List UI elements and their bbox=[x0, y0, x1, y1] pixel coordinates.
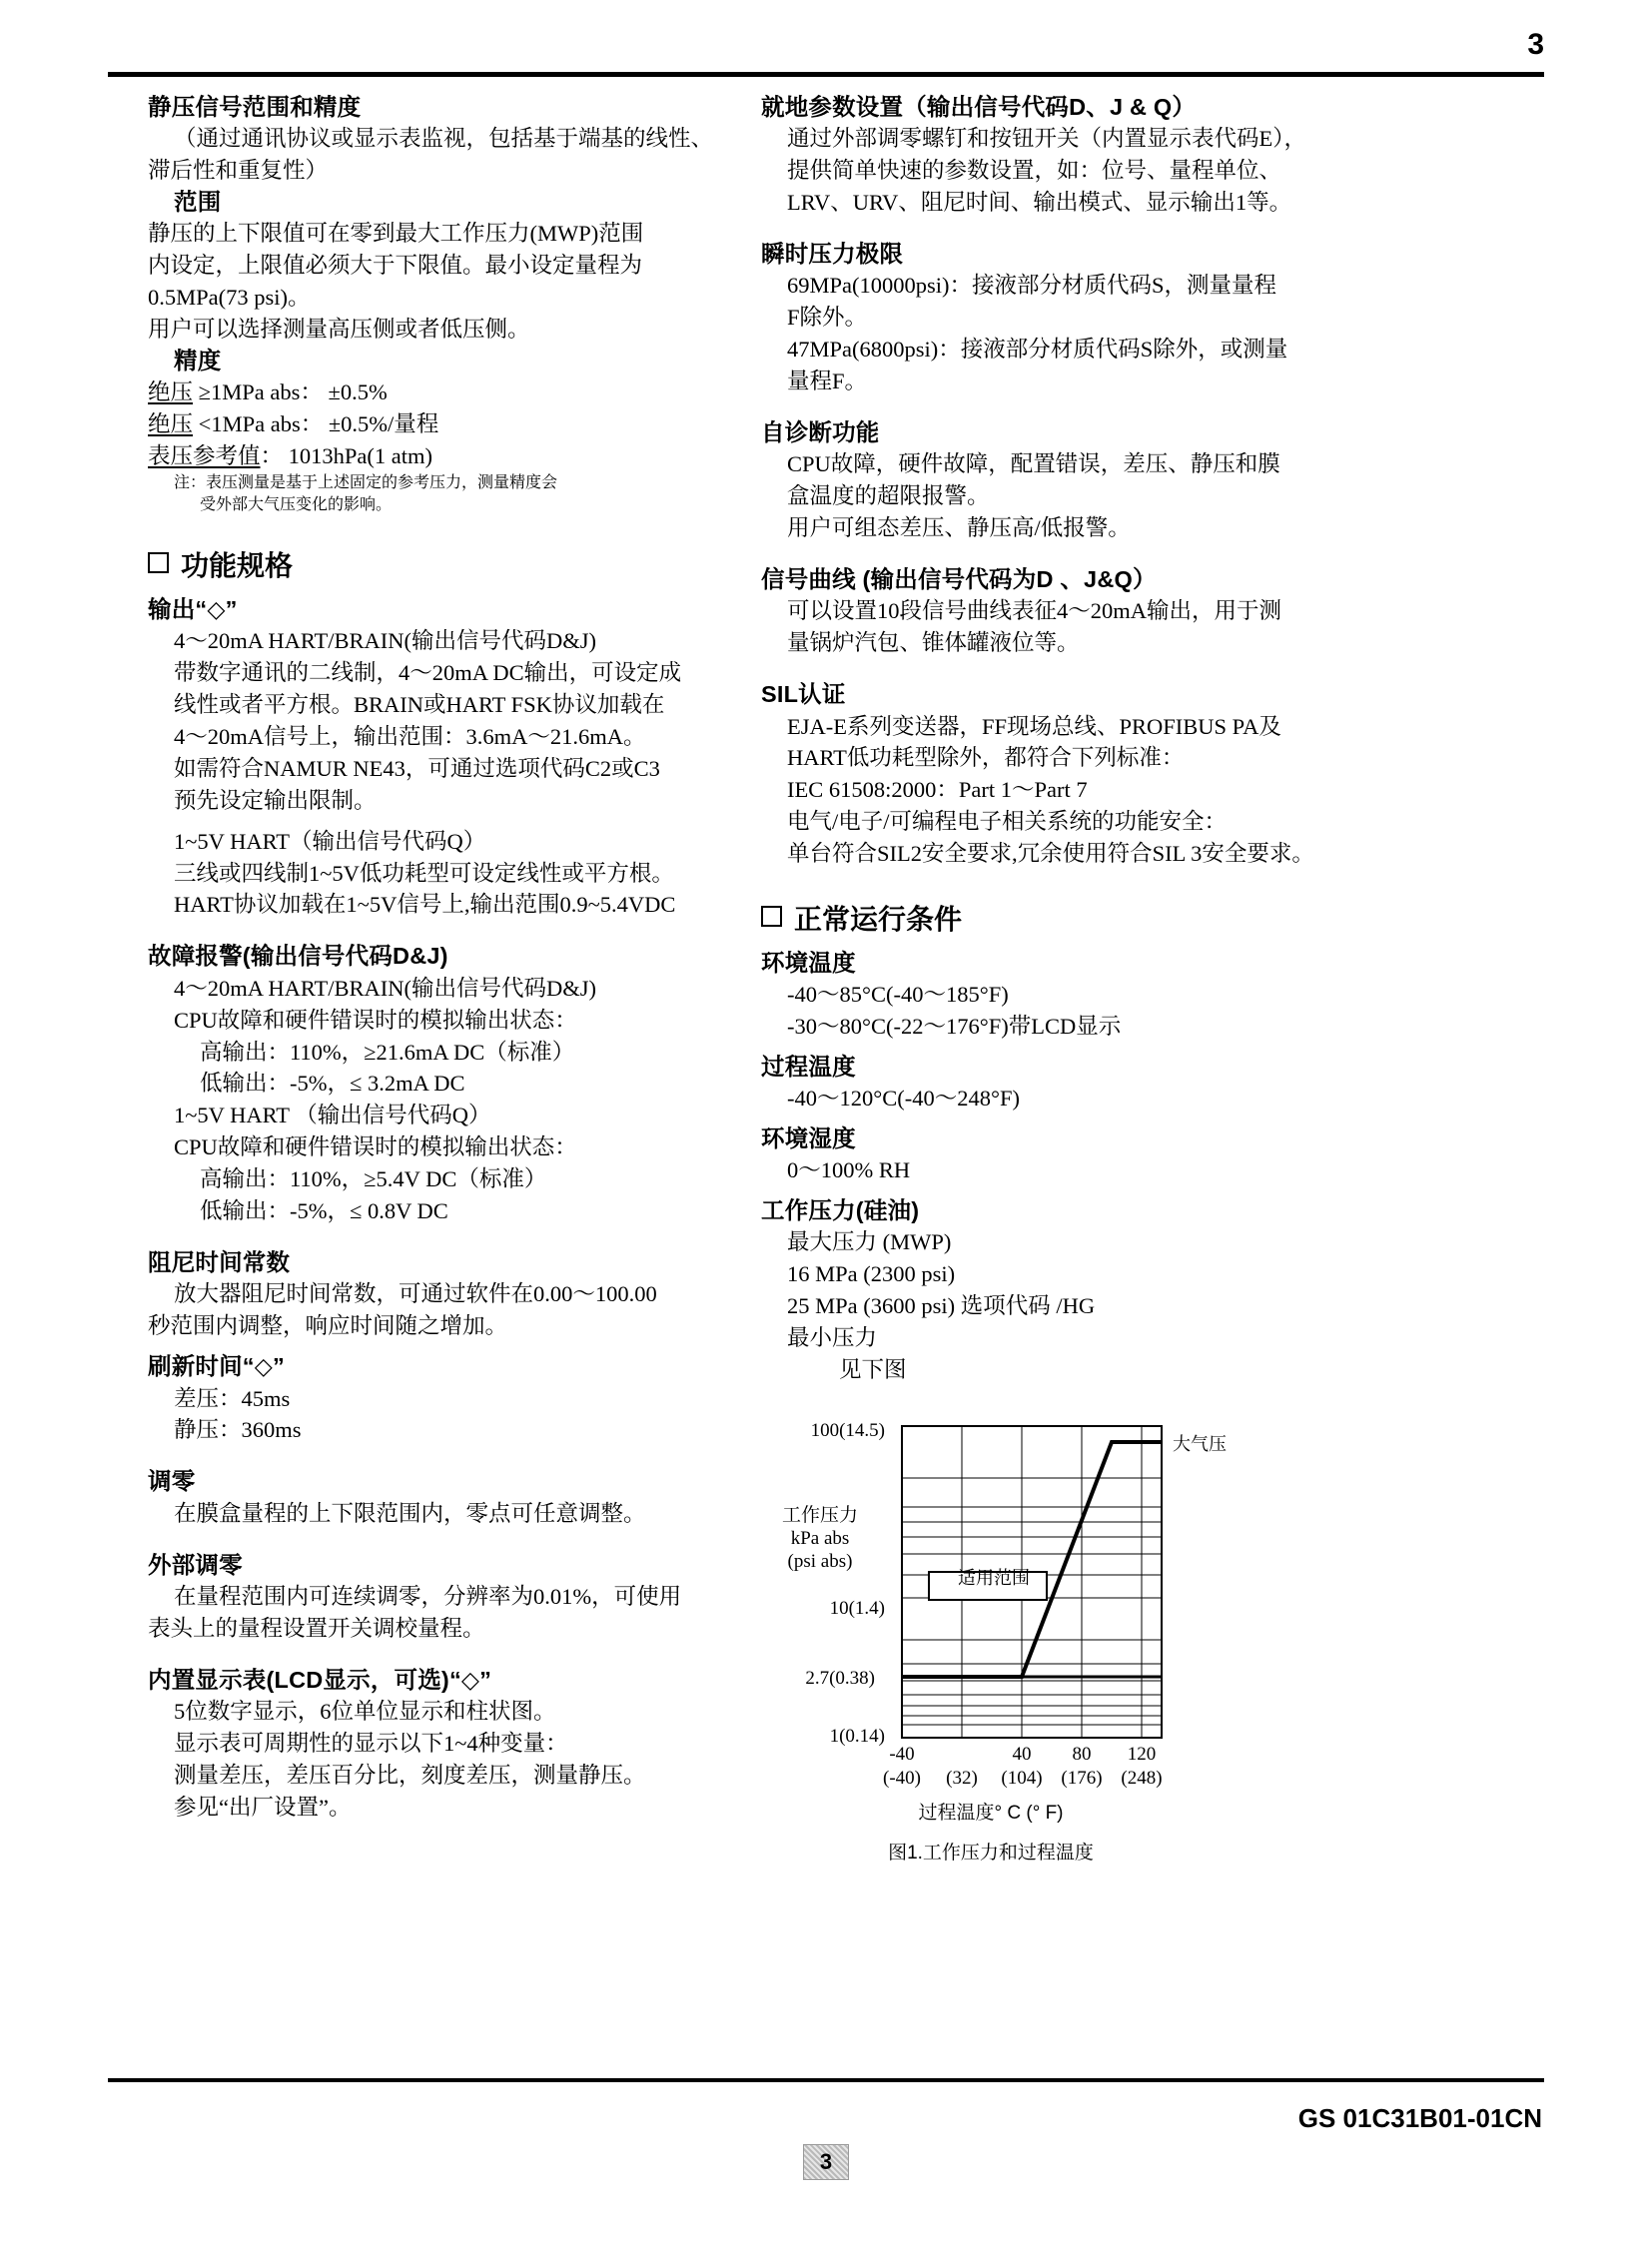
local-param-line1: 通过外部调零螺钉和按钮开关（内置显示表代码E）， bbox=[787, 126, 1306, 152]
two-column-body bbox=[0, 92, 1652, 1865]
damping-line1: 放大器阻尼时间常数，可通过软件在0.00～100.00 bbox=[174, 1281, 657, 1307]
signal-curve-line1: 可以设置10段信号曲线表征4～20mA输出，用于测 bbox=[787, 598, 1282, 624]
chart-xtick-f-2: (104) bbox=[1001, 1768, 1043, 1790]
sil-line1: EJA-E系列变送器，FF现场总线、PROFIBUS PA及 bbox=[787, 713, 1281, 739]
chart-ytick-label-10: 10(1.4) bbox=[829, 1598, 885, 1620]
square-bullet-icon-2 bbox=[761, 906, 782, 927]
fault-sub1-high: 高输出：110%，≥21.6mA DC（标准） bbox=[200, 1039, 575, 1065]
chart-xtick-f-1: (32) bbox=[946, 1768, 978, 1790]
output-sub1-line3: 4～20mA信号上，输出范围：3.6mA～21.6mA。 bbox=[174, 723, 646, 749]
page-number-badge: 3 bbox=[803, 2144, 849, 2180]
output-sub1-title: 4～20mA HART/BRAIN(输出信号代码D&J) bbox=[174, 627, 597, 653]
chart-ytick-label-2.7: 2.7(0.38) bbox=[805, 1668, 875, 1690]
lcd-line2: 显示表可周期性的显示以下1~4种变量： bbox=[174, 1730, 568, 1756]
working-pressure-line4: 最小压力 bbox=[787, 1325, 878, 1351]
chart-y-axis-title-line1: 工作压力 bbox=[781, 1505, 858, 1527]
accuracy-line2-label: 绝压 bbox=[148, 411, 194, 437]
external-zero-line2: 表头上的量程设置开关调校量程。 bbox=[148, 1615, 485, 1641]
section-lcd-title: 内置显示表(LCD显示，可选)“◇” bbox=[148, 1666, 492, 1693]
section-damping-title: 阻尼时间常数 bbox=[148, 1249, 291, 1276]
left-column bbox=[0, 92, 726, 1824]
fault-sub1-low: 低输出：-5%，≤ 3.2mA DC bbox=[200, 1071, 465, 1097]
heading-function-spec-label: 功能规格 bbox=[181, 550, 294, 582]
working-pressure-line3: 25 MPa (3600 psi) 选项代码 /HG bbox=[787, 1293, 1096, 1319]
output-sub2-line1: 三线或四线制1~5V低功耗型可设定线性或平方根。 bbox=[174, 860, 674, 886]
external-zero-line1: 在量程范围内可连续调零，分辨率为0.01%，可使用 bbox=[174, 1583, 682, 1609]
section-local-param-title: 就地参数设置（输出信号代码D、J & Q） bbox=[761, 94, 1197, 120]
lcd-line1: 5位数字显示，6位单位显示和柱状图。 bbox=[174, 1698, 556, 1724]
local-param-line2: 提供简单快速的参数设置，如：位号、量程单位、 bbox=[787, 158, 1282, 184]
page-number-top: 3 bbox=[1527, 28, 1544, 61]
subheading-range: 范围 bbox=[174, 189, 222, 216]
chart-annotation-atmosphere: 大气压 bbox=[1173, 1434, 1227, 1455]
self-diag-line3: 用户可组态差压、静压高/低报警。 bbox=[787, 515, 1131, 541]
transient-line2: F除外。 bbox=[787, 305, 868, 331]
chart-annotation-applicable-range: 适用范围 bbox=[958, 1568, 1030, 1589]
chart-xtick-c-0: -40 bbox=[889, 1744, 915, 1766]
working-pressure-line5: 见下图 bbox=[839, 1357, 907, 1383]
chart-xtick-f-3: (176) bbox=[1061, 1768, 1103, 1790]
accuracy-line1-label: 绝压 bbox=[148, 379, 194, 405]
chart-ytick-label-1: 1(0.14) bbox=[829, 1726, 885, 1748]
section-static-pressure-title: 静压信号范围和精度 bbox=[148, 94, 362, 120]
accuracy-line1 bbox=[148, 376, 716, 408]
section-zero-adjust-title: 调零 bbox=[148, 1468, 196, 1495]
chart-xtick-c-2: 40 bbox=[1012, 1744, 1032, 1766]
lcd-line4: 参见“出厂设置”。 bbox=[174, 1794, 352, 1820]
fault-sub2-high: 高输出：110%，≥5.4V DC（标准） bbox=[200, 1166, 547, 1192]
accuracy-line3-label: 表压参考值 bbox=[148, 443, 261, 469]
transient-line4: 量程F。 bbox=[787, 369, 868, 394]
zero-adjust-line1: 在膜盒量程的上下限范围内，零点可任意调整。 bbox=[174, 1500, 646, 1526]
section-ambient-temp-title: 环境温度 bbox=[761, 949, 856, 976]
self-diag-line2: 盒温度的超限报警。 bbox=[787, 483, 990, 509]
process-temp-line1: -40～120°C(-40～248°F) bbox=[787, 1085, 1020, 1111]
header-rule bbox=[108, 72, 1544, 77]
damping-line2: 秒范围内调整，响应时间随之增加。 bbox=[148, 1313, 508, 1339]
section-process-temp-title: 过程温度 bbox=[761, 1053, 856, 1080]
right-column bbox=[726, 92, 1452, 1865]
lcd-line3: 测量差压，差压百分比，刻度差压，测量静压。 bbox=[174, 1762, 646, 1788]
accuracy-note-line2: 受外部大气压变化的影响。 bbox=[200, 496, 393, 514]
sil-line2: HART低功耗型除外，都符合下列标准： bbox=[787, 745, 1185, 771]
ambient-temp-line2: -30～80°C(-22～176°F)带LCD显示 bbox=[787, 1013, 1122, 1039]
section-self-diagnostics-title: 自诊断功能 bbox=[761, 419, 880, 446]
chart-xtick-c-4: 120 bbox=[1127, 1744, 1157, 1766]
ambient-temp-line1: -40～85°C(-40～185°F) bbox=[787, 981, 1009, 1007]
output-sub1-line1: 带数字通讯的二线制，4～20mA DC输出，可设定成 bbox=[174, 659, 682, 685]
transient-line3: 47MPa(6800psi)：接液部分材质代码S除外，或测量 bbox=[787, 337, 1288, 363]
chart-y-axis-title-line2: kPa abs bbox=[790, 1528, 850, 1550]
chart-ytick-label-100: 100(14.5) bbox=[810, 1420, 885, 1442]
working-pressure-line2: 16 MPa (2300 psi) bbox=[787, 1261, 956, 1287]
range-line1: 静压的上下限值可在零到最大工作压力(MWP)范围 bbox=[148, 221, 644, 247]
section-ambient-humidity-title: 环境湿度 bbox=[761, 1124, 856, 1151]
transient-line1: 69MPa(10000psi)：接液部分材质代码S，测量量程 bbox=[787, 273, 1277, 299]
section-transient-pressure-title: 瞬时压力极限 bbox=[761, 241, 904, 268]
ambient-humidity-line1: 0～100% RH bbox=[787, 1157, 911, 1183]
accuracy-line3 bbox=[148, 440, 716, 472]
output-sub1-line5: 预先设定输出限制。 bbox=[174, 787, 377, 813]
subheading-accuracy: 精度 bbox=[174, 348, 222, 374]
output-sub2-title: 1~5V HART（输出信号代码Q） bbox=[174, 828, 486, 854]
range-line4: 用户可以选择测量高压侧或者低压侧。 bbox=[148, 317, 530, 343]
local-param-line3: LRV、URV、阻尼时间、输出模式、显示输出1等。 bbox=[787, 190, 1292, 216]
section-fault-alarm-title: 故障报警(输出信号代码D&J) bbox=[148, 943, 448, 970]
accuracy-line1-value: ≥1MPa abs： ±0.5% bbox=[193, 379, 388, 405]
square-bullet-icon bbox=[148, 552, 169, 573]
section-update-time-title: 刷新时间“◇” bbox=[148, 1353, 285, 1380]
output-sub2-line2: HART协议加载在1~5V信号上,输出范围0.9~5.4VDC bbox=[174, 892, 676, 918]
signal-curve-line2: 量锅炉汽包、锥体罐液位等。 bbox=[787, 630, 1080, 656]
heading-normal-conditions bbox=[761, 902, 1412, 938]
section-output-title: 输出“◇” bbox=[148, 595, 238, 622]
footer-rule bbox=[108, 2078, 1544, 2082]
figure-caption: 图1.工作压力和过程温度 bbox=[888, 1843, 1094, 1865]
heading-function-spec bbox=[148, 548, 716, 584]
accuracy-note-line1: 注：表压测量是基于上述固定的参考压力，测量精度会 bbox=[174, 474, 558, 492]
accuracy-line2-value: <1MPa abs： ±0.5%/量程 bbox=[193, 411, 439, 437]
static-pressure-subtitle-line2: 滞后性和重复性） bbox=[148, 158, 329, 184]
sil-line3: IEC 61508:2000：Part 1～Part 7 bbox=[787, 777, 1088, 803]
chart-y-axis-title-line3: (psi abs) bbox=[787, 1551, 853, 1573]
static-pressure-subtitle-line1: （通过通讯协议或显示表监视，包括基于端基的线性、 bbox=[174, 126, 714, 152]
update-time-line2: 静压：360ms bbox=[174, 1417, 302, 1443]
chart-xtick-f-4: (248) bbox=[1121, 1768, 1163, 1790]
document-code: GS 01C31B01-01CN bbox=[1297, 2103, 1542, 2133]
heading-normal-conditions-label: 正常运行条件 bbox=[794, 904, 963, 936]
output-sub1-line2: 线性或者平方根。BRAIN或HART FSK协议加载在 bbox=[174, 691, 665, 717]
section-sil-title: SIL认证 bbox=[761, 681, 846, 708]
self-diag-line1: CPU故障，硬件故障，配置错误，差压、静压和膜 bbox=[787, 451, 1280, 477]
chart-xtick-c-3: 80 bbox=[1072, 1744, 1092, 1766]
range-line3: 0.5MPa(73 psi)。 bbox=[148, 285, 311, 311]
section-signal-curve-title: 信号曲线 (输出信号代码为D 、J&Q） bbox=[761, 566, 1157, 593]
chart-x-axis-title: 过程温度° C (° F) bbox=[918, 1803, 1064, 1825]
chart-xtick-f-0: (-40) bbox=[883, 1768, 921, 1790]
range-line2: 内设定，上限值必须大于下限值。最小设定量程为 bbox=[148, 253, 643, 279]
fault-sub2-line1: CPU故障和硬件错误时的模拟输出状态： bbox=[174, 1134, 577, 1160]
fault-sub1-line1: CPU故障和硬件错误时的模拟输出状态： bbox=[174, 1007, 577, 1033]
chart-y-axis-title bbox=[755, 1504, 885, 1574]
sil-line5: 单台符合SIL2安全要求,冗余使用符合SIL 3安全要求。 bbox=[787, 841, 1314, 867]
accuracy-line3-value: ： 1013hPa(1 atm) bbox=[260, 443, 432, 469]
section-working-pressure-title: 工作压力(硅油) bbox=[761, 1197, 920, 1224]
fault-sub1-title: 4～20mA HART/BRAIN(输出信号代码D&J) bbox=[174, 975, 597, 1001]
output-sub1-line4: 如需符合NAMUR NE43，可通过选项代码C2或C3 bbox=[174, 755, 660, 781]
working-pressure-line1: 最大压力 (MWP) bbox=[787, 1229, 952, 1255]
figure-working-pressure-vs-process-temperature bbox=[761, 1412, 1320, 1865]
fault-sub2-low: 低输出：-5%，≤ 0.8V DC bbox=[200, 1198, 448, 1224]
accuracy-line2 bbox=[148, 408, 716, 440]
fault-sub2-title: 1~5V HART （输出信号代码Q） bbox=[174, 1103, 491, 1128]
sil-line4: 电气/电子/可编程电子相关系统的功能安全： bbox=[787, 809, 1228, 835]
update-time-line1: 差压：45ms bbox=[174, 1385, 291, 1411]
section-external-zero-title: 外部调零 bbox=[148, 1551, 243, 1578]
